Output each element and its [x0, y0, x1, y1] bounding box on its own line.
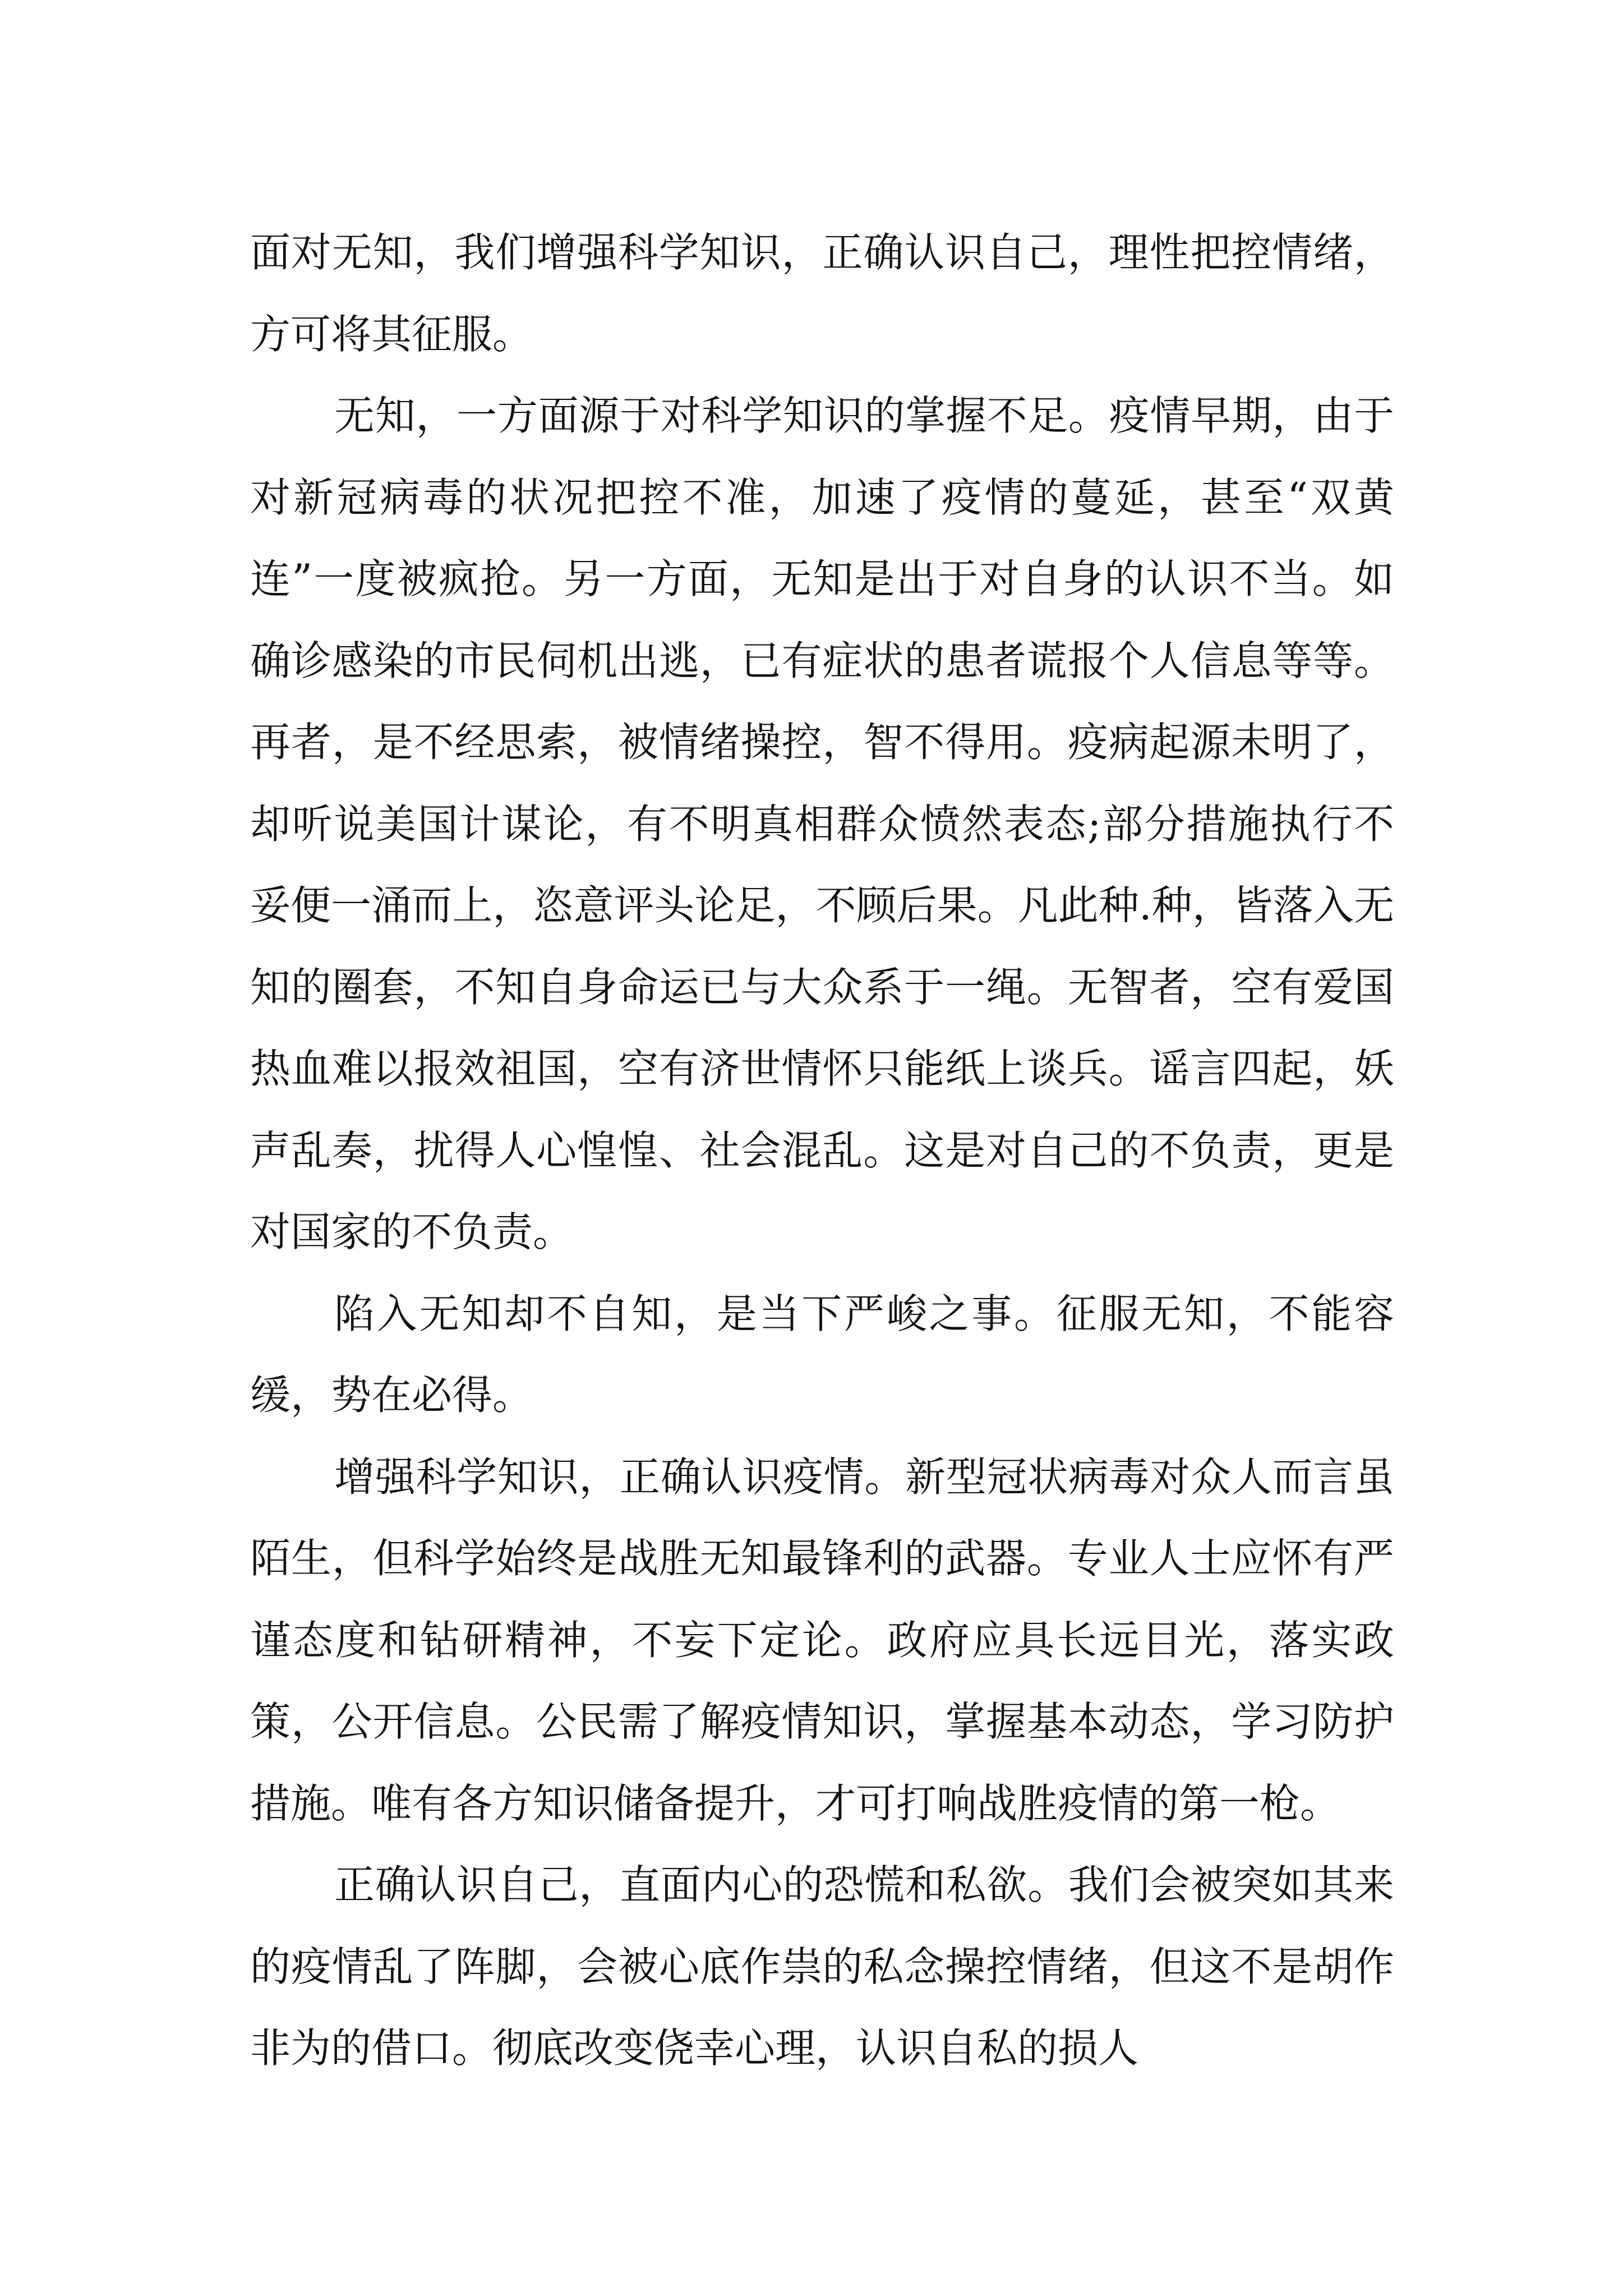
paragraph-5: 正确认识自己，直面内心的恐慌和私欲。我们会被突如其来的疫情乱了阵脚，会被心底作祟的私念操控情绪，但这不是胡作非为的借口。彻底改变侥幸心理，认识自私的损人: [250, 1861, 1394, 2072]
paragraph-1: 面对无知，我们增强科学知识，正确认识自己，理性把控情绪，方可将其征服。: [250, 229, 1394, 358]
paragraph-3: 陷入无知却不自知，是当下严峻之事。征服无知，不能容缓，势在必得。: [250, 1290, 1394, 1419]
document-body: [250, 212, 1394, 2090]
paragraph-4: 增强科学知识，正确认识疫情。新型冠状病毒对众人而言虽陌生，但科学始终是战胜无知最锋利的武器。专业人士应怀有严谨态度和钻研精神，不妄下定论。政府应具长远目光，落实政策，公开信息。公民需了解疫情知识，掌握基本动态，学习防护措施。唯有各方知识储备提升，才可打响战胜疫情的第一枪。: [250, 1453, 1394, 1827]
paragraph-2: 无知，一方面源于对科学知识的掌握不足。疫情早期，由于对新冠病毒的状况把控不准，加速了疫情的蔓延，甚至“双黄连”一度被疯抢。另一方面，无知是出于对自身的认识不当。如确诊感染的市民伺机出逃，已有症状的患者谎报个人信息等等。再者，是不经思索，被情绪操控，智不得用。疫病起源未明了，却听说美国计谋论，有不明真相群众愤然表态;部分措施执行不妥便一涌而上，恣意评头论足，不顾后果。凡此种.种，皆落入无知的圈套，不知自身命运已与大众系于一绳。无智者，空有爱国热血难以报效祖国，空有济世情怀只能纸上谈兵。谣言四起，妖声乱奏，扰得人心惶惶、社会混乱。这是对自己的不负责，更是对国家的不负责。: [250, 392, 1394, 1255]
